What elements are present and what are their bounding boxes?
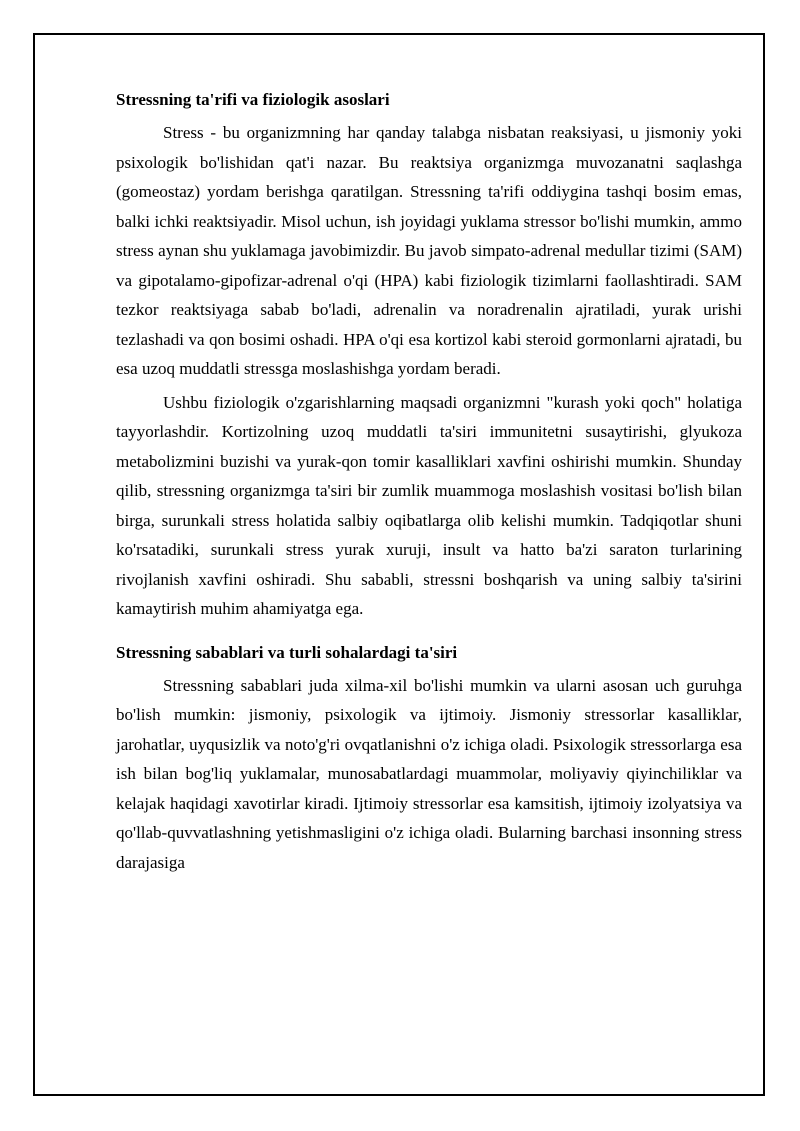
paragraph-physiological-changes: Ushbu fiziologik o'zgarishlarning maqsadi organizmni "kurash yoki qoch" holatiga tayyorlashdir. Kortizolning uzoq muddatli ta'siri immunitetni susaytirishi, glyukoza metabolizmini buzishi va yurak-qon tomir kasalliklari xavfini oshirishi mumkin. Shunday qilib, stressning organizmga ta'siri bir zumlik muammoga moslashish vositasi bo'lish bilan birga, surunkali stress holatida salbiy oqibatlarga olib kelishi mumkin. Tadqiqotlar shuni ko'rsatadiki, surunkali stress yurak xuruji, insult va hatto ba'zi saraton turlarining rivojlanish xavfini oshiradi. Shu sababli, stressni boshqarish va uning salbiy ta'sirini kamaytirish muhim ahamiyatga ega.	[116, 392, 742, 618]
paragraph-stress-causes: Stressning sabablari juda xilma-xil bo'lishi mumkin va ularni asosan uch guruhga bo'lish mumkin: jismoniy, psixologik va ijtimoiy. Jismoniy stressorlar kasalliklar, jarohatlar, uyqusizlik va noto'g'ri ovqatlanishni o'z ichiga oladi. Psixologik stressorlarga esa ish bilan bog'liq yuklamalar, munosabatlardagi muammolar, moliyaviy qiyinchiliklar va kelajak haqidagi xavotirlar kiradi. Ijtimoiy stressorlar esa kamsitish, ijtimoiy izolyatsiya va qo'llab-quvvatlashning yetishmasligini o'z ichiga oladi. Bularning barchasi insonning stress darajasiga	[116, 675, 742, 872]
paragraph-stress-definition: Stress - bu organizmning har qanday talabga nisbatan reaksiyasi, u jismoniy yoki psixologik bo'lishidan qat'i nazar. Bu reaktsiya organizmga muvozanatni saqlashga (gomeostaz) yordam berishga qaratilgan. Stressning ta'rifi oddiygina tashqi bosim emas, balki ichki reaktsiyadir. Misol uchun, ish joyidagi yuklama stressor bo'lishi mumkin, ammo stress aynan shu yuklamaga javobimizdir. Bu javob simpato-adrenal medullar tizimi (SAM) va gipotalamo-gipofizar-adrenal o'qi (HPA) kabi fiziologik tizimlarni faollashtiradi. SAM tezkor reaktsiyaga sabab bo'ladi, adrenalin va noradrenalin ajratiladi, yurak urishi tezlashadi va qon bosimi oshadi. HPA o'qi esa kortizol kabi steroid gormonlarni ajratadi, bu esa uzoq muddatli stressga moslashishga yordam beradi.	[116, 123, 742, 378]
section-heading-causes: Stressning sabablari va turli sohalardagi ta'siri	[116, 642, 458, 662]
section-heading-definition: Stressning ta'rifi va fiziologik asoslari	[116, 90, 390, 109]
document-body	[116, 86, 742, 881]
